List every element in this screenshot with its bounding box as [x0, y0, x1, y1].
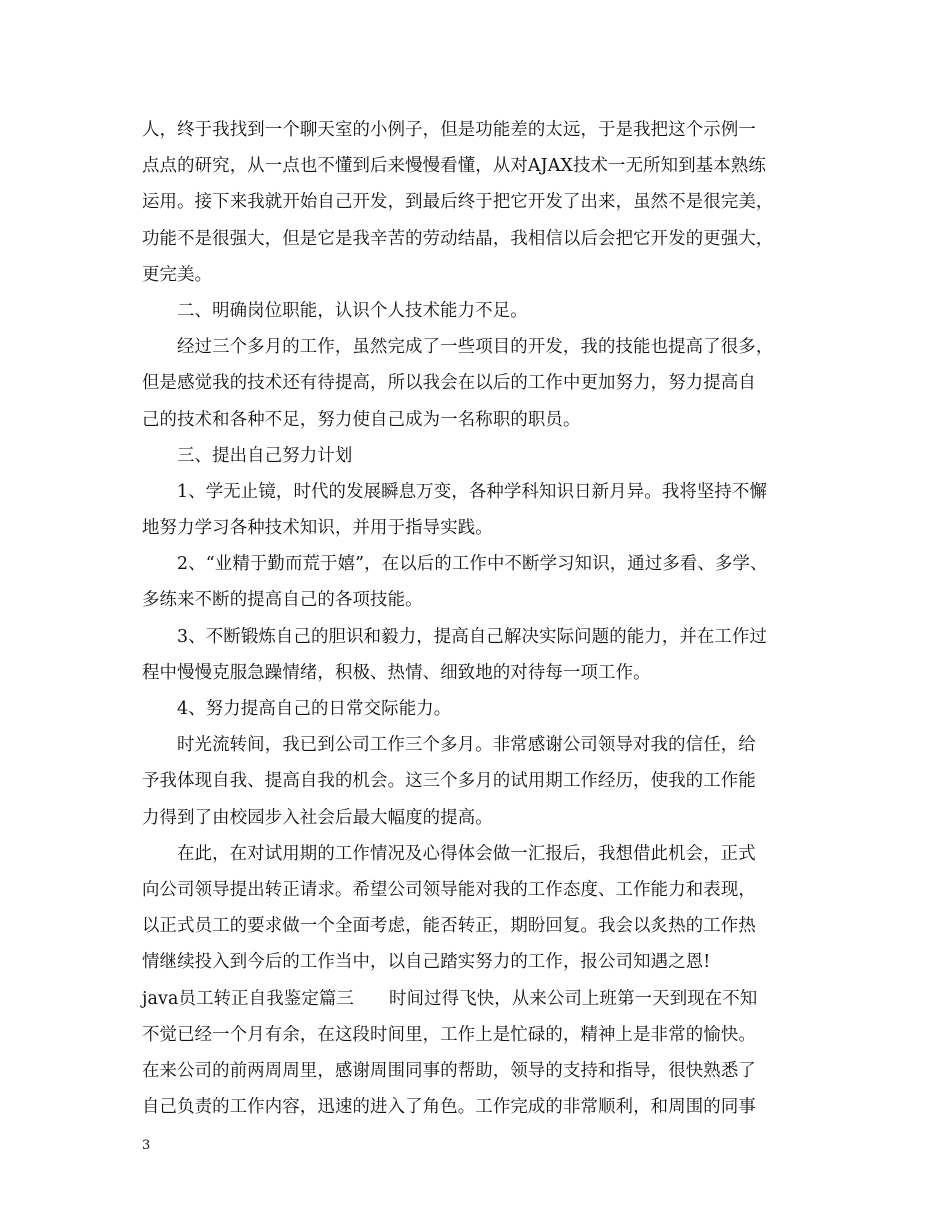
text-line: 点点的研究，从一点也不懂到后来慢慢看懂，从对AJAX技术一无所知到基本熟练: [142, 156, 766, 177]
page-number: 3: [142, 1138, 151, 1153]
text-line: 情继续投入到今后的工作当中，以自己踏实努力的工作，报公司知遇之恩!: [142, 952, 711, 973]
text-line: 时光流转间，我已到公司工作三个多月。非常感谢公司领导对我的信任，给: [177, 735, 756, 756]
text-line: 程中慢慢克服急躁情绪，积极、热情、细致地的对待每一项工作。: [142, 662, 651, 683]
text-line: 以正式员工的要求做一个全面考虑，能否转正，期盼回复。我会以炙热的工作热: [142, 916, 756, 937]
text-line: java员工转正自我鉴定篇三 时间过得飞快，从来公司上班第一天到现在不知: [142, 988, 758, 1009]
text-line: 自己负责的工作内容，迅速的进入了角色。工作完成的非常顺利，和周围的同事: [142, 1097, 756, 1118]
text-line: 地努力学习各种技术知识，并用于指导实践。: [142, 518, 493, 539]
section-heading: 二、明确岗位职能，认识个人技术能力不足。: [177, 300, 528, 321]
text-line: 运用。接下来我就开始自己开发，到最后终于把它开发了出来，虽然不是很完美，: [142, 192, 774, 213]
list-item: 2、“业精于勤而荒于嬉”，在以后的工作中不断学习知识，通过多看、多学、: [177, 554, 768, 575]
list-item: 3、不断锻炼自己的胆识和毅力，提高自己解决实际问题的能力，并在工作过: [177, 626, 768, 647]
section-heading: 三、提出自己努力计划: [177, 445, 353, 466]
text-line: 己的技术和各种不足，努力使自己成为一名称职的职员。: [142, 409, 581, 430]
body-text: [142, 112, 832, 1125]
list-item: 4、努力提高自己的日常交际能力。: [177, 699, 452, 719]
list-item: 1、学无止镜，时代的发展瞬息万变，各种学科知识日新月异。我将坚持不懈: [177, 481, 768, 502]
text-line: 多练来不断的提高自己的各项技能。: [142, 590, 423, 611]
text-line: 予我体现自我、提高自我的机会。这三个多月的试用期工作经历，使我的工作能: [142, 771, 756, 792]
text-line: 在此，在对试用期的工作情况及心得体会做一汇报后，我想借此机会，正式: [177, 843, 756, 864]
text-line: 力得到了由校园步入社会后最大幅度的提高。: [142, 807, 493, 828]
text-line: 人，终于我找到一个聊天室的小例子，但是功能差的太远，于是我把这个示例一: [142, 120, 756, 140]
text-line: 在来公司的前两周周里，感谢周围同事的帮助，领导的支持和指导，很快熟悉了: [142, 1060, 756, 1081]
text-line: 向公司领导提出转正请求。希望公司领导能对我的工作态度、工作能力和表现，: [142, 879, 756, 900]
text-line: 经过三个多月的工作，虽然完成了一些项目的开发，我的技能也提高了很多，: [177, 337, 774, 358]
text-line: 功能不是很强大，但是它是我辛苦的劳动结晶，我相信以后会把它开发的更强大，: [142, 228, 774, 249]
text-line: 但是感觉我的技术还有待提高，所以我会在以后的工作中更加努力，努力提高自: [142, 373, 756, 394]
text-line: 不觉已经一个月有余，在这段时间里，工作上是忙碌的，精神上是非常的愉快。: [142, 1024, 756, 1045]
text-line: 更完美。: [142, 264, 213, 285]
